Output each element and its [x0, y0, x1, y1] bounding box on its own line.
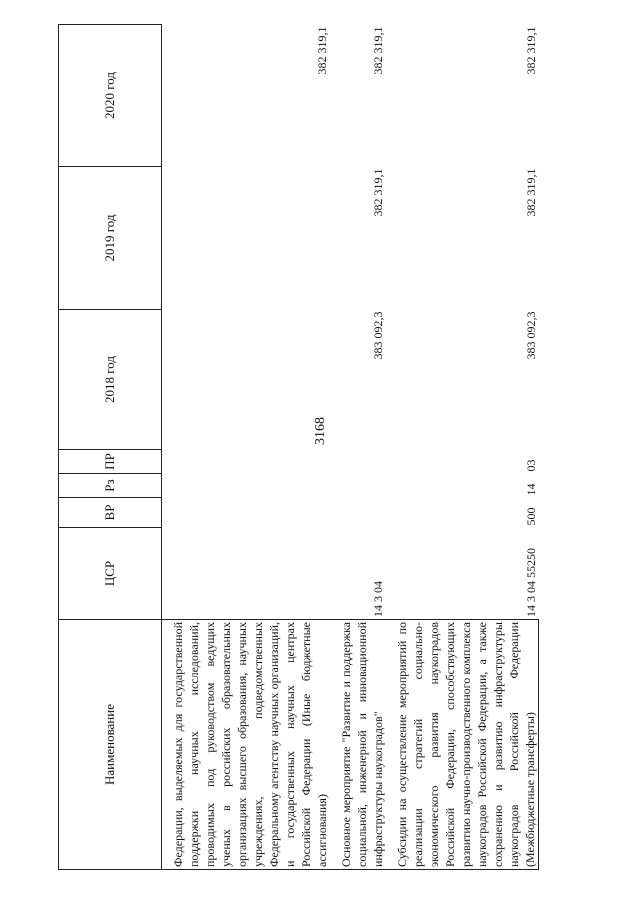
budget-table [58, 24, 539, 870]
row-vr [162, 498, 331, 528]
header-2019: 2019 год [59, 167, 162, 310]
row-csr: 14 3 04 55250 [523, 548, 538, 617]
row-name: Субсидии на осуществление мероприятий по реализации стратегий социально-экономического развития наукоградов Российской Федерации, способствующих развитию научно-производственного комплекса наукоградов Российской Федерации, а также сохранению и развитию инфраструктуры наукоградов Российской Федерации (Межбюджетные трансферты) [386, 620, 539, 870]
row-2018: 383 092,3 [371, 311, 385, 360]
header-2018: 2018 год [59, 310, 162, 450]
row-2020: 382 319,1 [315, 26, 329, 75]
row-rz: 14 [523, 483, 538, 496]
row-pr: 03 [523, 459, 538, 472]
row-name: Федерации, выделяемых для государственной поддержки научных исследований, проводимых под руководством ведущих ученых в российских образовательных организациях высшего образования, научных учреждениях, подведомственных Федеральному агентству научных организаций, и государственных научных центрах Российской Федерации (Иные бюджетные ассигнования) [162, 620, 331, 870]
row-2019 [162, 167, 331, 310]
rotated-table-container [58, 25, 613, 870]
row-2018 [162, 310, 331, 450]
header-rz: Рз [59, 474, 162, 498]
header-csr: ЦСР [59, 528, 162, 620]
header-name: Наименование [59, 620, 162, 870]
page-number: 3168 [313, 417, 328, 445]
row-rz [162, 474, 331, 498]
table-row [386, 25, 539, 870]
row-name: Основное мероприятие "Развитие и поддержка социальной, инженерной и инновационной инфраструктуры наукоградов" [330, 620, 386, 870]
table-header-row [59, 25, 162, 870]
row-2020: 382 319,1 [523, 26, 538, 75]
row-rz [330, 474, 386, 498]
table-row [330, 25, 386, 870]
header-vr: ВР [59, 498, 162, 528]
row-csr: 14 3 04 [371, 581, 385, 617]
row-vr [330, 498, 386, 528]
row-pr [162, 450, 331, 474]
row-2019: 382 319,1 [523, 168, 538, 217]
header-pr: ПР [59, 450, 162, 474]
header-2020: 2020 год [59, 25, 162, 167]
row-2018: 383 092,3 [523, 311, 538, 360]
row-2019: 382 319,1 [371, 168, 385, 217]
row-csr [162, 528, 331, 620]
table-row [162, 25, 331, 870]
row-pr [330, 450, 386, 474]
row-2020: 382 319,1 [371, 26, 385, 75]
row-vr: 500 [523, 507, 538, 526]
